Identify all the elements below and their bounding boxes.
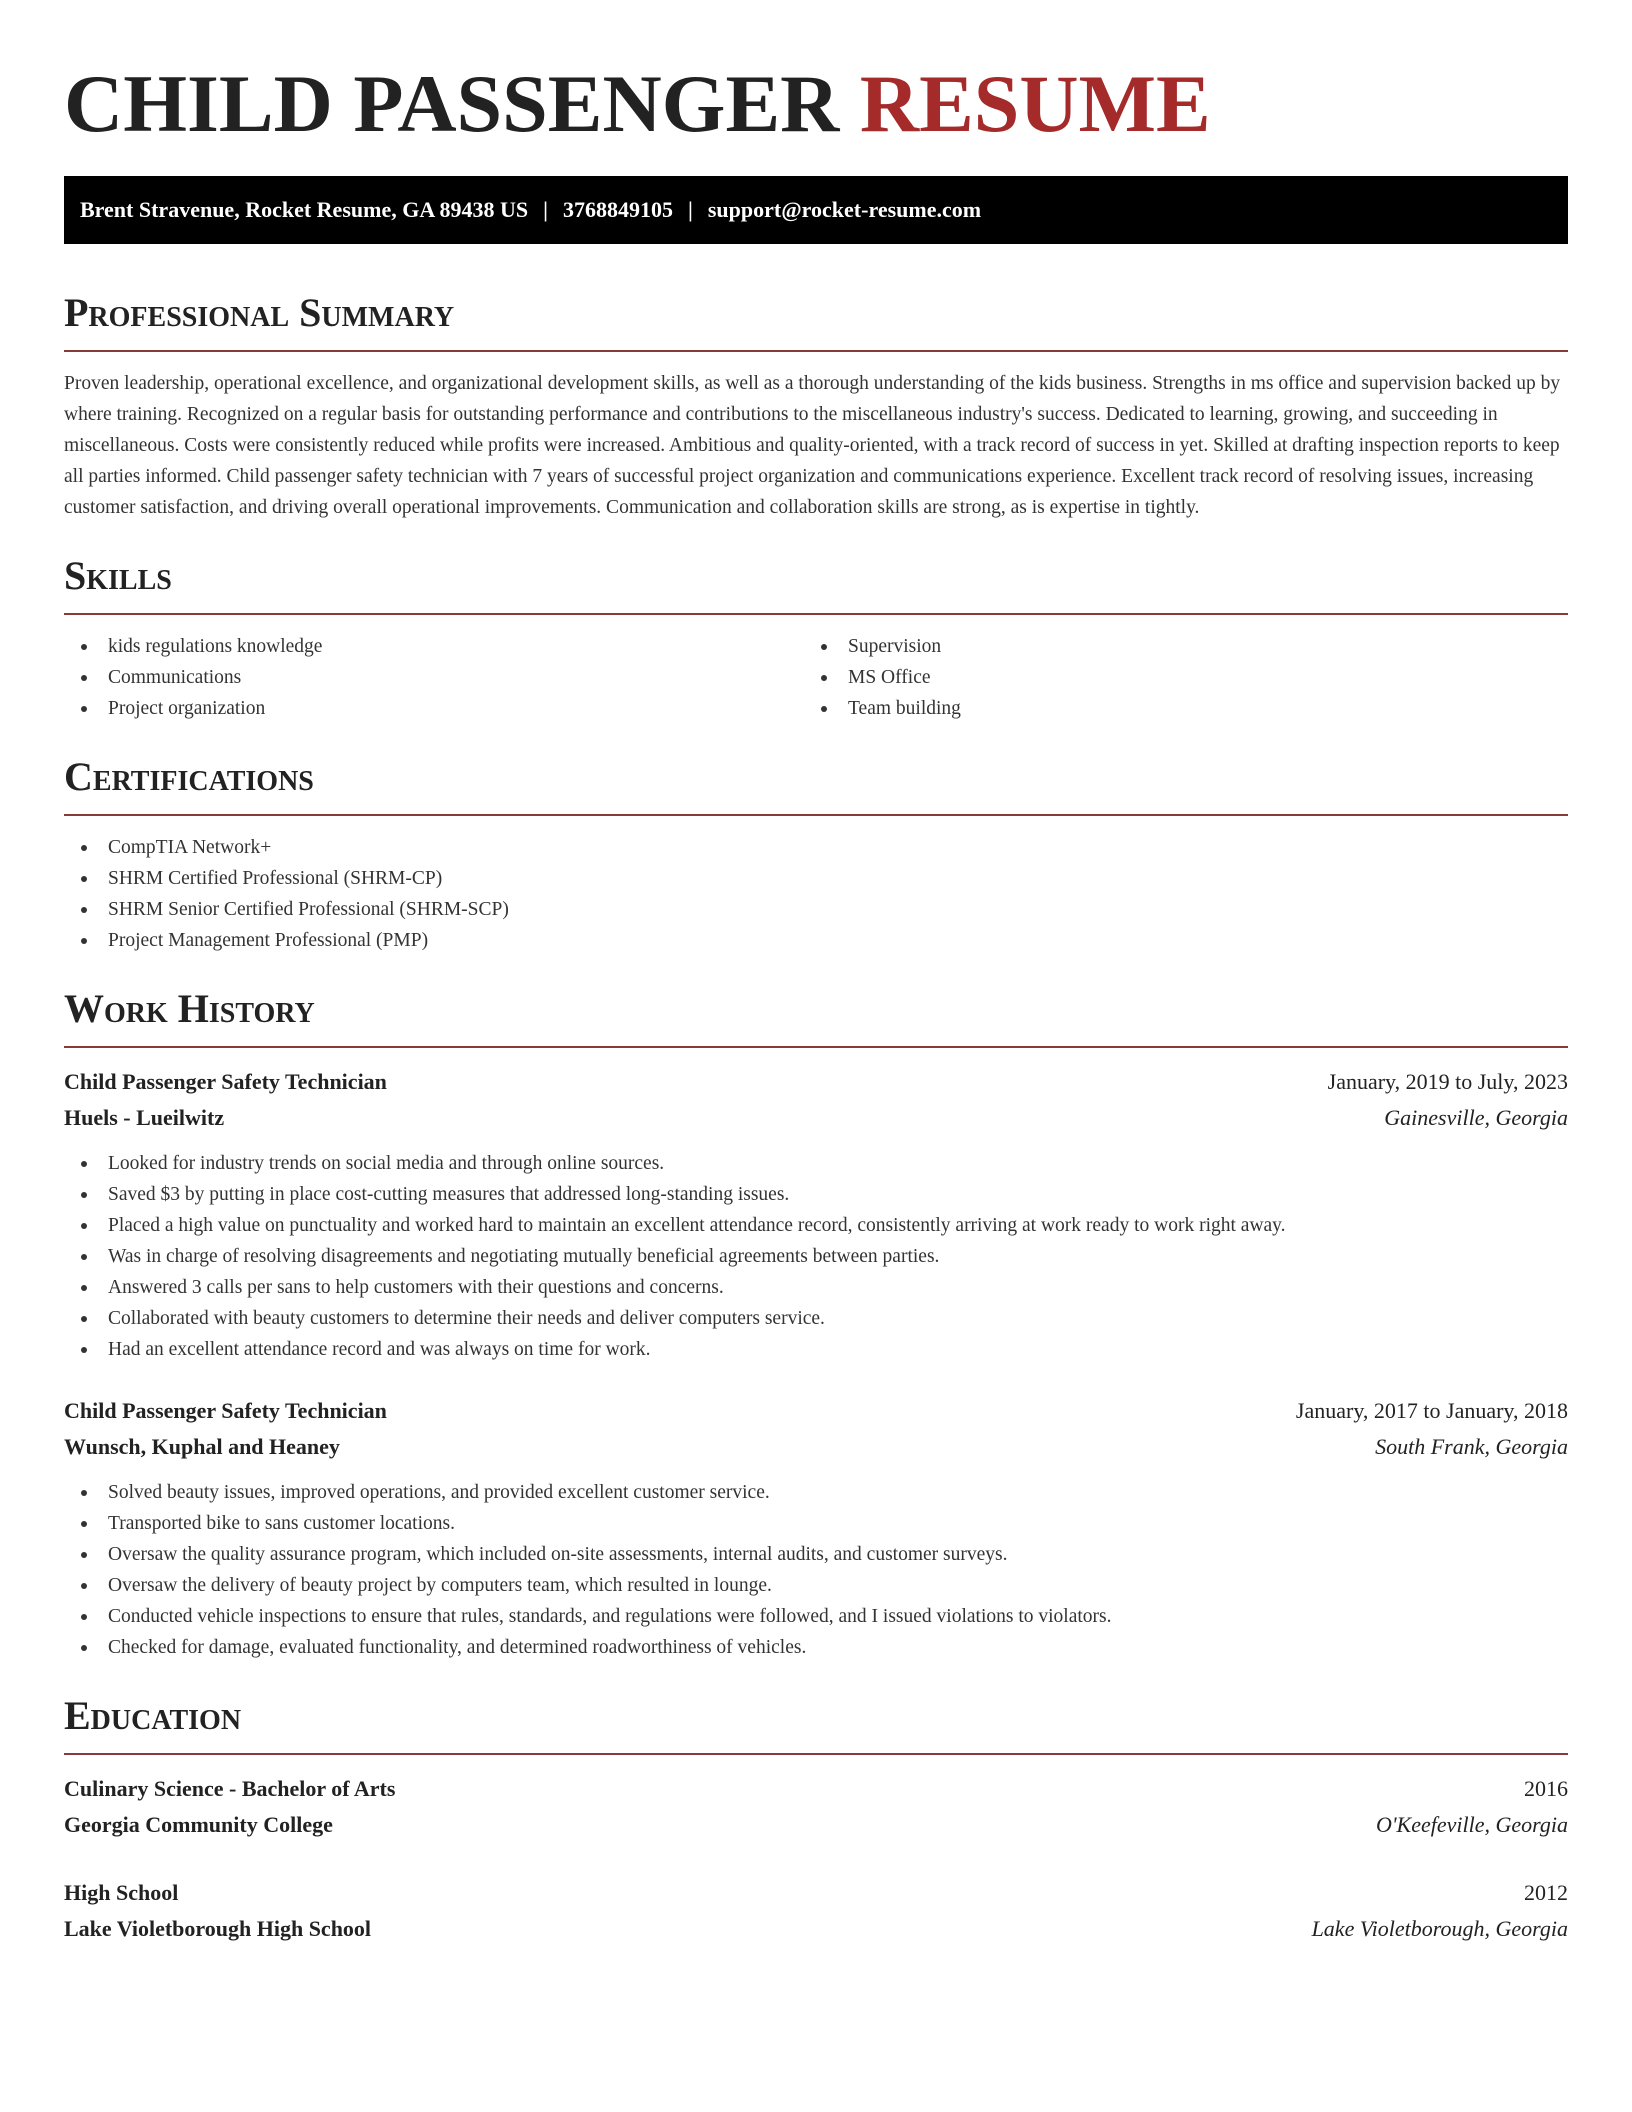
job-company: Huels - Lueilwitz xyxy=(64,1105,225,1130)
job-dates: January, 2019 to July, 2023 xyxy=(1327,1069,1568,1094)
job-company-row xyxy=(64,1429,1568,1465)
certifications-list xyxy=(64,832,1568,956)
job-duties-list xyxy=(64,1477,1568,1663)
certification-item: Project Management Professional (PMP) xyxy=(64,925,1568,956)
certification-item: SHRM Certified Professional (SHRM-CP) xyxy=(64,863,1568,894)
job-duty: Transported bike to sans customer locations. xyxy=(64,1508,1568,1539)
job-dates: January, 2017 to January, 2018 xyxy=(1295,1398,1568,1423)
job-location: Gainesville, Georgia xyxy=(1384,1105,1568,1130)
job-duty: Placed a high value on punctuality and worked hard to maintain an excellent attendance record, consistently arriving at work ready to work right away. xyxy=(64,1210,1568,1241)
section-heading-work-history: Work History xyxy=(64,986,315,1031)
title-main: CHILD PASSENGER xyxy=(64,58,840,149)
contact-email: support@rocket-resume.com xyxy=(707,197,982,222)
education-year: 2016 xyxy=(1524,1776,1568,1801)
job-duty: Was in charge of resolving disagreements and negotiating mutually beneficial agreements between parties. xyxy=(64,1241,1568,1272)
job-entry xyxy=(64,1064,1568,1365)
skill-item: kids regulations knowledge xyxy=(64,631,804,662)
skill-item: Team building xyxy=(804,693,1544,724)
education-year: 2012 xyxy=(1524,1880,1568,1905)
section-heading-skills: Skills xyxy=(64,553,172,598)
section-heading-education: Education xyxy=(64,1693,242,1738)
education-school-row xyxy=(64,1807,1568,1843)
job-entry xyxy=(64,1393,1568,1663)
job-header-row xyxy=(64,1393,1568,1429)
contact-bar xyxy=(64,176,1568,244)
skill-item: Project organization xyxy=(64,693,804,724)
section-heading-certifications: Certifications xyxy=(64,754,314,799)
job-duty: Collaborated with beauty customers to determine their needs and deliver computers service. xyxy=(64,1303,1568,1334)
contact-address: Brent Stravenue, Rocket Resume, GA 89438 US xyxy=(80,197,529,222)
education-section xyxy=(64,1691,1568,1947)
skills-column-left xyxy=(64,631,804,724)
skill-item: Communications xyxy=(64,662,804,693)
certifications-section xyxy=(64,752,1568,956)
section-divider xyxy=(64,1753,1568,1755)
title-accent: RESUME xyxy=(859,58,1211,149)
education-entry xyxy=(64,1875,1568,1947)
summary-section xyxy=(64,288,1568,523)
summary-text: Proven leadership, operational excellence, and organizational development skills, as well as a thorough understanding of the kids business. Strengths in ms office and supervision backed up by where training. Recognized on a regular basis for outstanding performance and contributions to the miscellaneous industry's success. Dedicated to learning, growing, and succeeding in miscellaneous. Costs were consistently reduced while profits were increased. Ambitious and quality-oriented, with a track record of success in yet. Skilled at drafting inspection reports to keep all parties informed. Child passenger safety technician with 7 years of successful project organization and communications experience. Excellent track record of resolving issues, increasing customer satisfaction, and driving overall operational improvements. Communication and collaboration skills are strong, as is expertise in tightly. xyxy=(64,373,1561,518)
skills-grid xyxy=(64,631,1568,724)
job-duty: Saved $3 by putting in place cost-cutting measures that addressed long-standing issues. xyxy=(64,1179,1568,1210)
job-header-row xyxy=(64,1064,1568,1100)
contact-phone: 3768849105 xyxy=(562,197,673,222)
skill-item: Supervision xyxy=(804,631,1544,662)
job-duty: Looked for industry trends on social media and through online sources. xyxy=(64,1148,1568,1179)
section-divider xyxy=(64,1046,1568,1048)
education-school: Lake Violetborough High School xyxy=(64,1916,372,1941)
education-degree: Culinary Science - Bachelor of Arts xyxy=(64,1776,396,1801)
contact-separator: | xyxy=(687,197,693,222)
job-title: Child Passenger Safety Technician xyxy=(64,1398,387,1423)
job-duty: Solved beauty issues, improved operations, and provided excellent customer service. xyxy=(64,1477,1568,1508)
job-duty: Checked for damage, evaluated functionality, and determined roadworthiness of vehicles. xyxy=(64,1632,1568,1663)
education-degree: High School xyxy=(64,1880,179,1905)
skill-item: MS Office xyxy=(804,662,1544,693)
education-school-row xyxy=(64,1911,1568,1947)
certification-item: CompTIA Network+ xyxy=(64,832,1568,863)
certification-item: SHRM Senior Certified Professional (SHRM-SCP) xyxy=(64,894,1568,925)
job-title: Child Passenger Safety Technician xyxy=(64,1069,387,1094)
education-location: O'Keefeville, Georgia xyxy=(1375,1812,1568,1837)
job-company: Wunsch, Kuphal and Heaney xyxy=(64,1434,340,1459)
job-company-row xyxy=(64,1100,1568,1136)
work-history-section xyxy=(64,984,1568,1663)
job-duty: Had an excellent attendance record and was always on time for work. xyxy=(64,1334,1568,1365)
job-duties-list xyxy=(64,1148,1568,1365)
section-heading-summary: Professional Summary xyxy=(64,290,455,335)
job-duty: Answered 3 calls per sans to help customers with their questions and concerns. xyxy=(64,1272,1568,1303)
resume-title xyxy=(64,54,1568,154)
job-duty: Conducted vehicle inspections to ensure that rules, standards, and regulations were followed, and I issued violations to violators. xyxy=(64,1601,1568,1632)
skills-section xyxy=(64,551,1568,724)
education-school: Georgia Community College xyxy=(64,1812,333,1837)
job-duty: Oversaw the delivery of beauty project by computers team, which resulted in lounge. xyxy=(64,1570,1568,1601)
skills-column-right xyxy=(804,631,1544,724)
education-header-row xyxy=(64,1875,1568,1911)
education-entry xyxy=(64,1771,1568,1843)
section-divider xyxy=(64,350,1568,352)
education-header-row xyxy=(64,1771,1568,1807)
job-location: South Frank, Georgia xyxy=(1375,1434,1568,1459)
section-divider xyxy=(64,814,1568,816)
section-divider xyxy=(64,613,1568,615)
education-location: Lake Violetborough, Georgia xyxy=(1311,1916,1568,1941)
job-duty: Oversaw the quality assurance program, which included on-site assessments, internal audits, and customer surveys. xyxy=(64,1539,1568,1570)
contact-separator: | xyxy=(543,197,548,222)
